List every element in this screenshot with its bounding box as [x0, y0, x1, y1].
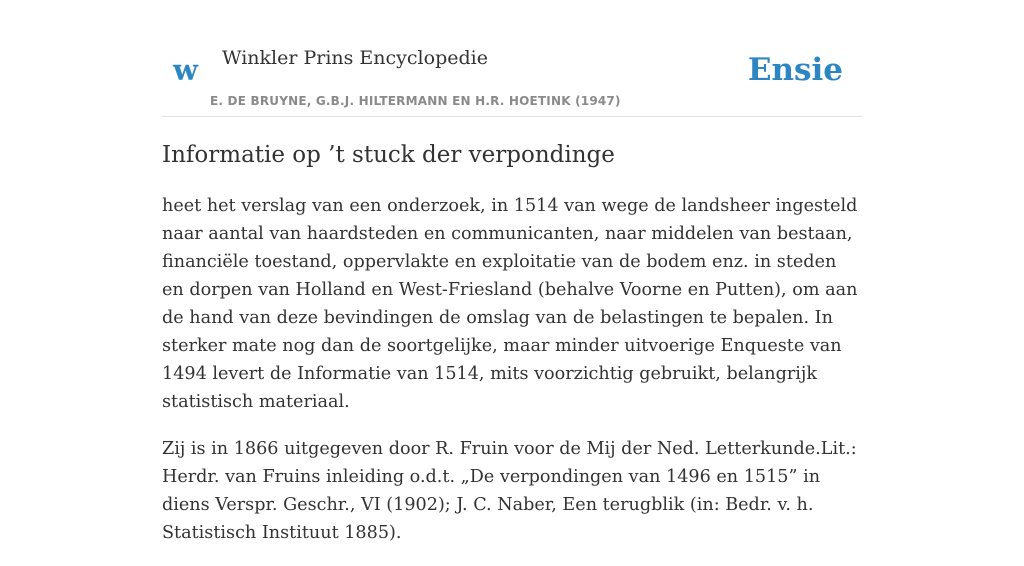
brand-logo[interactable]: Ensie: [747, 52, 843, 88]
source-logo[interactable]: w: [173, 53, 198, 87]
entry-paragraph-2: Zij is in 1866 uitgegeven door R. Fruin voor de Mij der Ned. Letterkunde.Lit.: Herdr. van Fruins inleiding o.d.t. „De verpondingen van 1496 en 1515” in diens Verspr. Geschr., VI (1902); J. C. Naber, Een terugblik (in: Bedr. v. h. Statistisch Instituut 1885).: [162, 439, 857, 543]
source-authors: E. DE BRUYNE, G.B.J. HILTERMANN EN H.R. HOETINK (1947): [210, 94, 621, 108]
entry-title: Informatie op ’t stuck der verpondinge: [162, 142, 615, 168]
entry-paragraph-1: heet het verslag van een onderzoek, in 1514 van wege de landsheer ingesteld naar aantal van haardsteden en communicanten, naar middelen van bestaan, financiële toestand, oppervlakte en exploitatie van de bodem enz. in steden en dorpen van Holland en West-Friesland (behalve Voorne en Putten), om aan de hand van deze bevindingen de omslag van de belastingen te bepalen. In sterker mate nog dan de soortgelijke, maar minder uitvoerige Enqueste van 1494 levert de Informatie van 1514, mits voorzichtig gebruikt, belangrijk statistisch materiaal.: [162, 196, 858, 412]
source-header: [162, 0, 862, 117]
source-title[interactable]: Winkler Prins Encyclopedie: [222, 47, 488, 69]
entry-body: [162, 192, 862, 566]
